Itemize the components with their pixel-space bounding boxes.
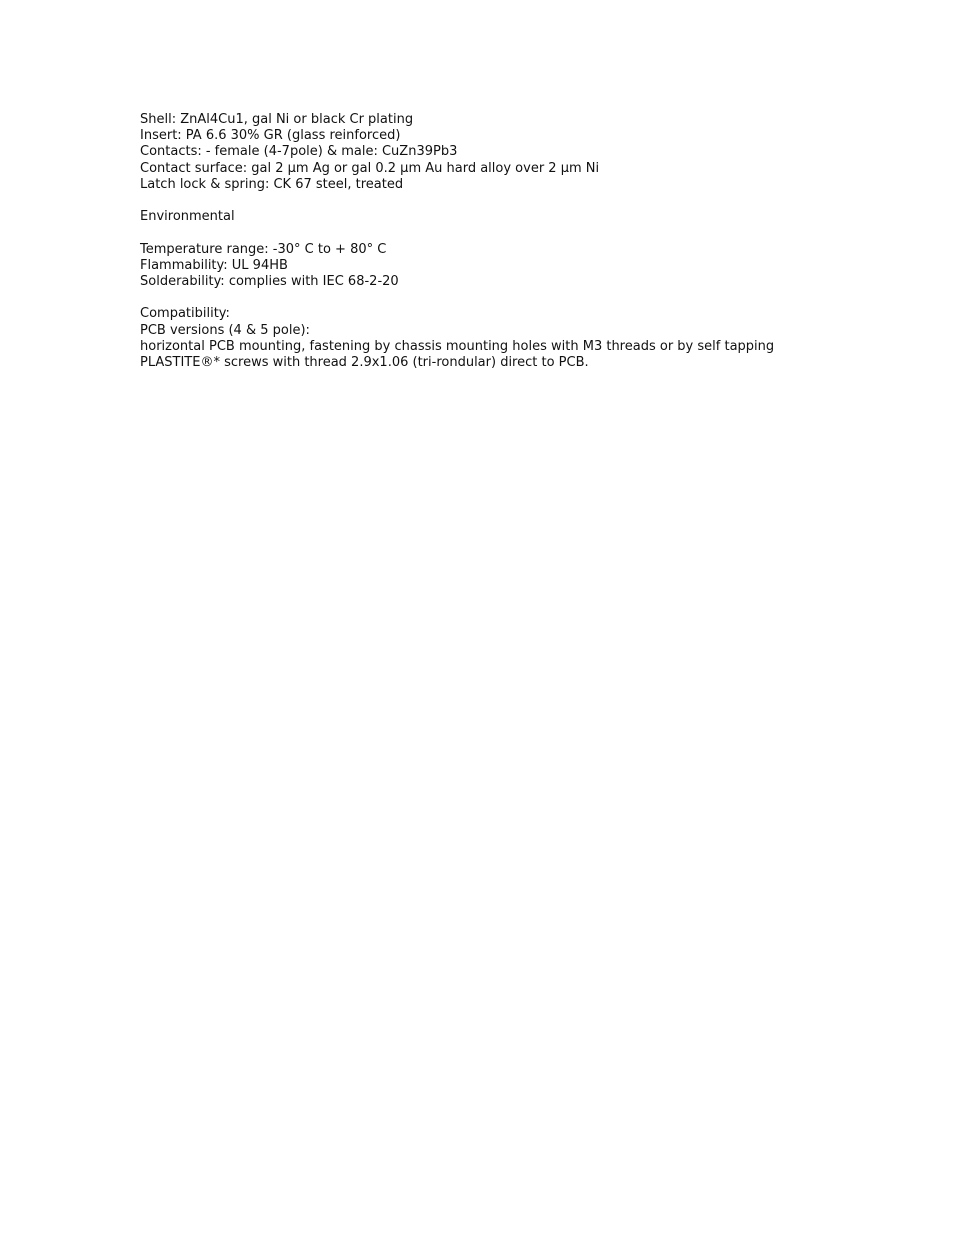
environmental-heading: Environmental [140, 209, 235, 225]
spacer [140, 225, 920, 241]
insert-spec: Insert: PA 6.6 30% GR (glass reinforced) [140, 128, 401, 144]
compatibility-heading: Compatibility: [140, 306, 230, 322]
environmental-section [140, 209, 920, 290]
shell-spec: Shell: ZnAl4Cu1, gal Ni or black Cr plating [140, 112, 414, 127]
mounting-description-line-2: PLASTITE®* screws with thread 2.9x1.06 (tri-rondular) direct to PCB. [140, 355, 589, 370]
contact-surface-spec: Contact surface: gal 2 µm Ag or gal 0.2 µm Au hard alloy over 2 µm Ni [140, 160, 600, 176]
flammability-spec: Flammability: UL 94HB [140, 257, 288, 273]
solderability-spec: Solderability: complies with IEC 68-2-20 [140, 274, 399, 289]
spacer [140, 193, 920, 209]
materials-section [140, 112, 920, 193]
document-page [140, 112, 920, 371]
mounting-description-line-1: horizontal PCB mounting, fastening by chassis mounting holes with M3 threads or by self tapping [140, 338, 775, 354]
spacer [140, 290, 920, 306]
contacts-spec: Contacts: - female (4-7pole) & male: CuZn39Pb3 [140, 144, 458, 160]
compatibility-section [140, 306, 920, 371]
latch-spec: Latch lock & spring: CK 67 steel, treated [140, 176, 404, 192]
pcb-versions: PCB versions (4 & 5 pole): [140, 322, 310, 338]
temperature-spec: Temperature range: -30° C to + 80° C [140, 241, 387, 257]
